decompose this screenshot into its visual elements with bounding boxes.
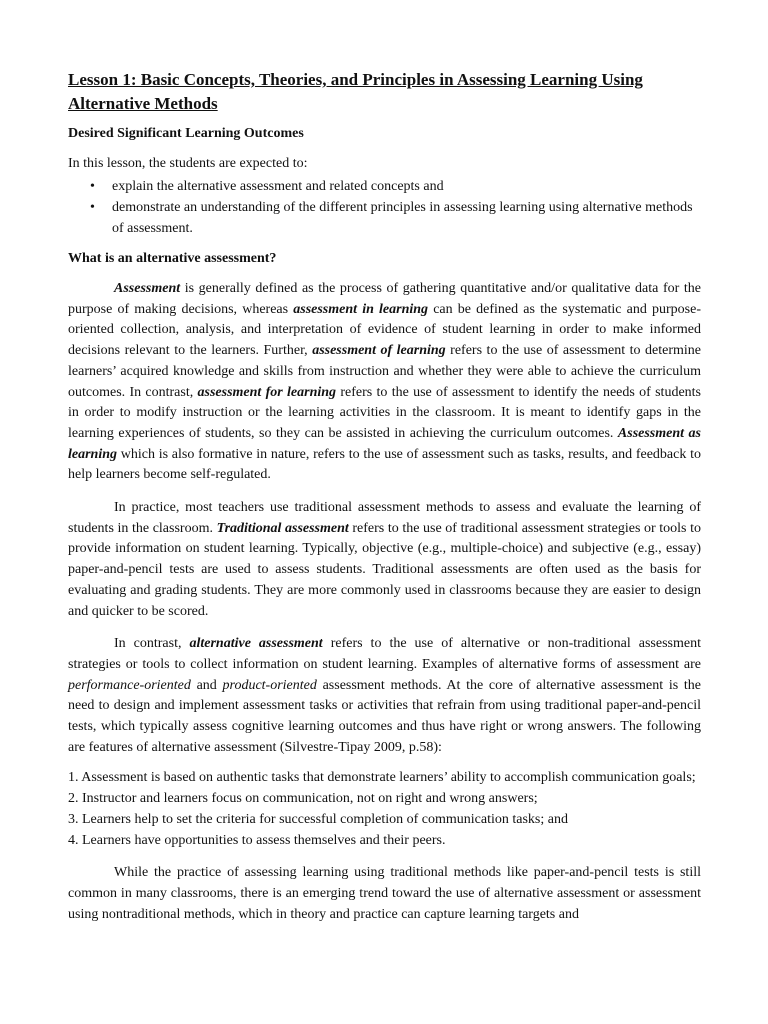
paragraph-text: refers to the use of traditional assessment strategies or tools to provide information on student learning. Typically, objective (e.g., multiple-choice) and subjective (e.g., essay) paper-and-pencil tests are used to assess students. Traditional assessments are often used as the basis for evaluating and grading students. They are more commonly used in classrooms because they are easier to design and quicker to be scored.	[68, 520, 701, 619]
paragraph-text: refers to the use of assessment to determine learners’ acquired knowledge and skills from instruction and whether they were able to achieve the curriculum outcomes. In contrast,	[68, 343, 701, 400]
term-performance-oriented: performance-oriented	[68, 677, 191, 693]
outcomes-list	[68, 176, 701, 239]
paragraph-text: is generally defined as the process of gathering quantitative and/or qualitative data for the purpose of making decisions, whereas	[68, 281, 701, 317]
paragraph-emerging-trend	[68, 863, 701, 925]
term-product-oriented: product-oriented	[222, 677, 317, 693]
paragraph-assessment-definitions	[68, 279, 701, 486]
term-assessment-for-learning: assessment for learning	[197, 384, 337, 400]
term-assessment-as-learning: Assessment as learning	[68, 425, 701, 462]
paragraph-text: refers to the use of alternative or non-traditional assessment strategies or tools to collect information on student learning. Examples of alternative forms of assessment are	[68, 636, 701, 672]
term-assessment-in-learning: assessment in learning	[293, 301, 429, 317]
paragraph-text: refers to the use of assessment to identify the needs of students in order to modify instruction or the learning activities in the classroom. It is meant to identify gaps in the learning experiences of students, so they can be assisted in achieving the curriculum outcomes.	[68, 384, 701, 441]
list-item	[90, 176, 701, 197]
bullet-icon: •	[90, 179, 95, 194]
paragraph-text: and	[190, 677, 223, 693]
lesson-title: Lesson 1: Basic Concepts, Theories, and Principles in Assessing Learning Using Alternative Methods	[68, 70, 643, 113]
term-assessment: Assessment	[114, 281, 181, 296]
list-item: 2. Instructor and learners focus on communication, not on right and wrong answers;	[68, 791, 538, 807]
term-alternative-assessment: alternative assessment	[189, 636, 323, 652]
intro-text: In this lesson, the students are expected to:	[68, 156, 308, 171]
document-content	[68, 68, 701, 925]
list-item: 1. Assessment is based on authentic tasks that demonstrate learners’ ability to accomplish communication goals;	[68, 770, 696, 786]
paragraph-text: While the practice of assessing learning using traditional methods like paper-and-pencil tests is still common in many classrooms, there is an emerging trend toward the use of alternative assessment or assessment using nontraditional methods, which in theory and practice can capture learning targets and	[68, 865, 701, 922]
list-item	[90, 197, 701, 239]
list-item: 3. Learners help to set the criteria for successful completion of communication tasks; and	[68, 811, 568, 827]
paragraph-text: In practice, most teachers use traditional assessment methods to assess and evaluate the learning of students in the classroom.	[68, 500, 701, 536]
bullet-icon: •	[90, 200, 95, 215]
paragraph-traditional-assessment	[68, 498, 701, 622]
paragraph-alternative-assessment	[68, 634, 701, 758]
paragraph-text: can be defined as the systematic and purpose-oriented collection, analysis, and interpretation of evidence of student learning in order to make informed decisions relevant to the learners. Further,	[68, 301, 701, 359]
section-heading: What is an alternative assessment?	[68, 251, 277, 266]
term-traditional-assessment: Traditional assessment	[216, 520, 349, 536]
features-list	[68, 768, 701, 851]
paragraph-text: assessment methods. At the core of alternative assessment is the need to design and implement assessment tasks or activities that refrain from using traditional paper-and-pencil tests, which typically assess cognitive learning outcomes and thus have right or wrong answers. The following are features of alternative assessment (Silvestre-Tipay 2009, p.58):	[68, 677, 701, 755]
paragraph-text: In contrast,	[114, 636, 190, 652]
paragraph-text: which is also formative in nature, refers to the use of assessment such as tasks, results, and feedback to help learners become self-regulated.	[68, 446, 701, 483]
list-item: 4. Learners have opportunities to assess themselves and their peers.	[68, 832, 446, 848]
outcomes-heading: Desired Significant Learning Outcomes	[68, 126, 304, 141]
outcome-text: explain the alternative assessment and related concepts and	[112, 179, 444, 194]
outcome-text: demonstrate an understanding of the different principles in assessing learning using alternative methods of assessment.	[112, 200, 693, 236]
term-assessment-of-learning: assessment of learning	[312, 343, 446, 359]
